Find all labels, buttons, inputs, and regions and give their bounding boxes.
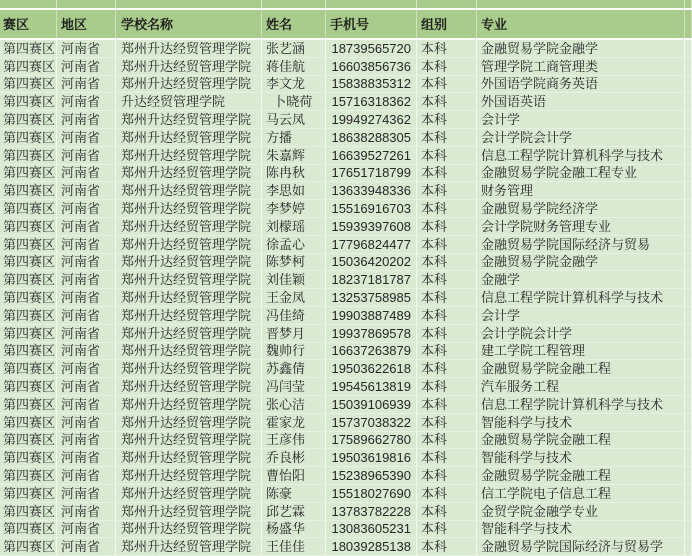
- cell-major[interactable]: 会计学: [477, 111, 685, 129]
- cell-empty[interactable]: [685, 325, 692, 343]
- cell-major[interactable]: 信息工程学院计算机科学与技术: [477, 147, 685, 165]
- cell-phone[interactable]: 15516916703: [326, 200, 417, 218]
- cell-region[interactable]: 河南省: [57, 147, 116, 165]
- cell-group[interactable]: 本科: [417, 111, 477, 129]
- cell-phone[interactable]: 19903887489: [326, 307, 417, 325]
- cell-group[interactable]: 本科: [417, 58, 477, 76]
- cell-region[interactable]: 河南省: [57, 182, 116, 200]
- cell-group[interactable]: 本科: [417, 76, 477, 94]
- cell-group[interactable]: 本科: [417, 503, 477, 521]
- cell-name[interactable]: 刘佳颖: [262, 271, 326, 289]
- table-row: [0, 378, 692, 396]
- cell-zone[interactable]: 第四赛区: [0, 325, 57, 343]
- cell-major[interactable]: 金融贸易学院金融工程专业: [477, 165, 685, 183]
- cell-empty[interactable]: [685, 111, 692, 129]
- cell-zone[interactable]: 第四赛区: [0, 182, 57, 200]
- table-row: [0, 396, 692, 414]
- table-row: [0, 271, 692, 289]
- cell-school[interactable]: 郑州升达经贸管理学院: [116, 432, 262, 450]
- cell-phone[interactable]: 19949274362: [326, 111, 417, 129]
- cell-major[interactable]: 金融学: [477, 271, 685, 289]
- cell-school[interactable]: 郑州升达经贸管理学院: [116, 200, 262, 218]
- cell-region[interactable]: 河南省: [57, 449, 116, 467]
- cell-zone[interactable]: 第四赛区: [0, 93, 57, 111]
- cell-group[interactable]: 本科: [417, 325, 477, 343]
- table-row: [0, 147, 692, 165]
- table-row: [0, 360, 692, 378]
- table-row: [0, 40, 692, 58]
- cell-zone[interactable]: 第四赛区: [0, 521, 57, 539]
- cell-empty[interactable]: [685, 271, 692, 289]
- cell-phone[interactable]: 16639527261: [326, 147, 417, 165]
- cell-region[interactable]: 河南省: [57, 129, 116, 147]
- header-cell-zone[interactable]: 赛区: [0, 10, 57, 38]
- cell-name[interactable]: 卜晓荷: [262, 93, 326, 111]
- cell-school[interactable]: 郑州升达经贸管理学院: [116, 414, 262, 432]
- cell-school[interactable]: 郑州升达经贸管理学院: [116, 378, 262, 396]
- cell-empty[interactable]: [685, 378, 692, 396]
- cell-school[interactable]: 郑州升达经贸管理学院: [116, 521, 262, 539]
- table-row: [0, 414, 692, 432]
- cell-major[interactable]: 金融贸易学院金融工程: [477, 360, 685, 378]
- cell-phone[interactable]: 15238965390: [326, 467, 417, 485]
- cell-phone[interactable]: 18739565720: [326, 40, 417, 58]
- table-row: [0, 111, 692, 129]
- cell-empty[interactable]: [685, 343, 692, 361]
- cell-major[interactable]: 汽车服务工程: [477, 378, 685, 396]
- cell-group[interactable]: 本科: [417, 485, 477, 503]
- table-row: [0, 432, 692, 450]
- cell-phone[interactable]: 16603856736: [326, 58, 417, 76]
- cell-region[interactable]: 河南省: [57, 111, 116, 129]
- cell-phone[interactable]: 17589662780: [326, 432, 417, 450]
- cell-region[interactable]: 河南省: [57, 521, 116, 539]
- cell-empty[interactable]: [685, 467, 692, 485]
- cell-zone[interactable]: 第四赛区: [0, 503, 57, 521]
- cell-school[interactable]: 郑州升达经贸管理学院: [116, 58, 262, 76]
- cell-group[interactable]: 本科: [417, 378, 477, 396]
- cell-group[interactable]: 本科: [417, 40, 477, 58]
- cell-name[interactable]: 张艺涵: [262, 40, 326, 58]
- cell-zone[interactable]: 第四赛区: [0, 76, 57, 94]
- cell-zone[interactable]: 第四赛区: [0, 343, 57, 361]
- cell-phone[interactable]: 15039106939: [326, 396, 417, 414]
- cell-school[interactable]: 郑州升达经贸管理学院: [116, 325, 262, 343]
- table-row: [0, 129, 692, 147]
- cell-region[interactable]: 河南省: [57, 378, 116, 396]
- cell-empty[interactable]: [685, 485, 692, 503]
- cell-empty[interactable]: [685, 76, 692, 94]
- cell-school[interactable]: 郑州升达经贸管理学院: [116, 289, 262, 307]
- cell-school[interactable]: 郑州升达经贸管理学院: [116, 236, 262, 254]
- cell-zone[interactable]: 第四赛区: [0, 360, 57, 378]
- cell-zone[interactable]: 第四赛区: [0, 236, 57, 254]
- cell-zone[interactable]: 第四赛区: [0, 538, 57, 556]
- cell-major[interactable]: 外国语英语: [477, 93, 685, 111]
- cell-major[interactable]: 会计学: [477, 307, 685, 325]
- cell-phone[interactable]: 16637263879: [326, 343, 417, 361]
- cell-major[interactable]: 外国语学院商务英语: [477, 76, 685, 94]
- cell-name[interactable]: 曹怡阳: [262, 467, 326, 485]
- table-body: [0, 40, 692, 556]
- cell-school[interactable]: 郑州升达经贸管理学院: [116, 165, 262, 183]
- cell-zone[interactable]: 第四赛区: [0, 111, 57, 129]
- cell-phone[interactable]: 15737038322: [326, 414, 417, 432]
- cell-name[interactable]: 杨盛华: [262, 521, 326, 539]
- cell-school[interactable]: 郑州升达经贸管理学院: [116, 343, 262, 361]
- cell-phone[interactable]: 15838835312: [326, 76, 417, 94]
- cell-group[interactable]: 本科: [417, 200, 477, 218]
- cell-major[interactable]: 信工学院电子信息工程: [477, 485, 685, 503]
- cell-major[interactable]: 金融贸易学院国际经济与贸易学: [477, 538, 685, 556]
- cell-name[interactable]: 张心洁: [262, 396, 326, 414]
- cell-major[interactable]: 金融贸易学院金融工程: [477, 432, 685, 450]
- cell-empty[interactable]: [685, 432, 692, 450]
- table-row: [0, 307, 692, 325]
- cell-zone[interactable]: 第四赛区: [0, 467, 57, 485]
- cell-region[interactable]: 河南省: [57, 325, 116, 343]
- table-row: [0, 236, 692, 254]
- header-cell-region[interactable]: 地区: [57, 10, 116, 38]
- cell-region[interactable]: 河南省: [57, 236, 116, 254]
- cell-empty[interactable]: [685, 449, 692, 467]
- cell-group[interactable]: 本科: [417, 93, 477, 111]
- cell-region[interactable]: 河南省: [57, 271, 116, 289]
- cell-zone[interactable]: 第四赛区: [0, 432, 57, 450]
- table-row: [0, 449, 692, 467]
- cell-school[interactable]: 郑州升达经贸管理学院: [116, 218, 262, 236]
- cell-name[interactable]: 王金凤: [262, 289, 326, 307]
- cell-empty[interactable]: [685, 289, 692, 307]
- cell-major[interactable]: 管理学院工商管理类: [477, 58, 685, 76]
- cell-name[interactable]: 王彦伟: [262, 432, 326, 450]
- strip-cell: [116, 0, 262, 8]
- cell-region[interactable]: 河南省: [57, 76, 116, 94]
- cell-group[interactable]: 本科: [417, 254, 477, 272]
- cell-phone[interactable]: 17651718799: [326, 165, 417, 183]
- cell-region[interactable]: 河南省: [57, 538, 116, 556]
- cell-zone[interactable]: 第四赛区: [0, 165, 57, 183]
- cell-zone[interactable]: 第四赛区: [0, 218, 57, 236]
- cell-school[interactable]: 郑州升达经贸管理学院: [116, 307, 262, 325]
- cell-name[interactable]: 李梦婷: [262, 200, 326, 218]
- strip-cell: [417, 0, 477, 8]
- cell-phone[interactable]: 19503622618: [326, 360, 417, 378]
- cell-school[interactable]: 郑州升达经贸管理学院: [116, 40, 262, 58]
- cell-region[interactable]: 河南省: [57, 343, 116, 361]
- header-cell-empty[interactable]: [685, 10, 692, 38]
- cell-group[interactable]: 本科: [417, 289, 477, 307]
- cell-zone[interactable]: 第四赛区: [0, 485, 57, 503]
- cell-zone[interactable]: 第四赛区: [0, 307, 57, 325]
- cell-group[interactable]: 本科: [417, 432, 477, 450]
- cell-empty[interactable]: [685, 58, 692, 76]
- strip-cell: [685, 0, 692, 8]
- cell-school[interactable]: 郑州升达经贸管理学院: [116, 467, 262, 485]
- strip-cell: [57, 0, 116, 8]
- cell-school[interactable]: 升达经贸管理学院: [116, 93, 262, 111]
- cell-school[interactable]: 郑州升达经贸管理学院: [116, 503, 262, 521]
- cell-phone[interactable]: 18039285138: [326, 538, 417, 556]
- strip-cell: [477, 0, 685, 8]
- cell-empty[interactable]: [685, 254, 692, 272]
- cell-name[interactable]: 陈豪: [262, 485, 326, 503]
- header-cell-school[interactable]: 学校名称: [116, 10, 262, 38]
- header-row: [0, 10, 692, 40]
- cell-zone[interactable]: 第四赛区: [0, 40, 57, 58]
- cell-phone[interactable]: 13083605231: [326, 521, 417, 539]
- cell-group[interactable]: 本科: [417, 236, 477, 254]
- cell-school[interactable]: 郑州升达经贸管理学院: [116, 360, 262, 378]
- header-cell-major[interactable]: 专业: [477, 10, 685, 38]
- table-row: [0, 289, 692, 307]
- cell-zone[interactable]: 第四赛区: [0, 449, 57, 467]
- cell-phone[interactable]: 13633948336: [326, 182, 417, 200]
- cell-empty[interactable]: [685, 307, 692, 325]
- cell-empty[interactable]: [685, 40, 692, 58]
- strip-cell: [0, 0, 57, 8]
- cell-zone[interactable]: 第四赛区: [0, 396, 57, 414]
- cell-school[interactable]: 郑州升达经贸管理学院: [116, 396, 262, 414]
- cell-empty[interactable]: [685, 236, 692, 254]
- cell-name[interactable]: 晋梦月: [262, 325, 326, 343]
- cell-empty[interactable]: [685, 414, 692, 432]
- cell-school[interactable]: 郑州升达经贸管理学院: [116, 271, 262, 289]
- cell-name[interactable]: 冯佳绮: [262, 307, 326, 325]
- cell-phone[interactable]: 13783782228: [326, 503, 417, 521]
- cell-name[interactable]: 魏帅行: [262, 343, 326, 361]
- header-cell-phone[interactable]: 手机号: [326, 10, 417, 38]
- strip-cell: [262, 0, 326, 8]
- table-row: [0, 58, 692, 76]
- cell-major[interactable]: 金融贸易学院经济学: [477, 200, 685, 218]
- cell-phone[interactable]: 19937869578: [326, 325, 417, 343]
- cell-zone[interactable]: 第四赛区: [0, 200, 57, 218]
- cell-region[interactable]: 河南省: [57, 503, 116, 521]
- cell-group[interactable]: 本科: [417, 343, 477, 361]
- cell-name[interactable]: 李文龙: [262, 76, 326, 94]
- cell-group[interactable]: 本科: [417, 360, 477, 378]
- cell-name[interactable]: 徐孟心: [262, 236, 326, 254]
- header-cell-name[interactable]: 姓名: [262, 10, 326, 38]
- cell-empty[interactable]: [685, 360, 692, 378]
- cell-empty[interactable]: [685, 396, 692, 414]
- cell-name[interactable]: 邱艺霖: [262, 503, 326, 521]
- cell-name[interactable]: 霍家龙: [262, 414, 326, 432]
- cell-phone[interactable]: 13253758985: [326, 289, 417, 307]
- cell-region[interactable]: 河南省: [57, 165, 116, 183]
- cell-name[interactable]: 方播: [262, 129, 326, 147]
- table-row: [0, 254, 692, 272]
- cell-group[interactable]: 本科: [417, 449, 477, 467]
- cell-phone[interactable]: 19503619816: [326, 449, 417, 467]
- cell-region[interactable]: 河南省: [57, 307, 116, 325]
- cell-name[interactable]: 李思如: [262, 182, 326, 200]
- cell-group[interactable]: 本科: [417, 218, 477, 236]
- table-row: [0, 467, 692, 485]
- cell-major[interactable]: 金贸学院金融学专业: [477, 503, 685, 521]
- cell-region[interactable]: 河南省: [57, 93, 116, 111]
- cell-school[interactable]: 郑州升达经贸管理学院: [116, 147, 262, 165]
- cell-region[interactable]: 河南省: [57, 218, 116, 236]
- cell-zone[interactable]: 第四赛区: [0, 271, 57, 289]
- table-row: [0, 182, 692, 200]
- cell-region[interactable]: 河南省: [57, 467, 116, 485]
- header-cell-group[interactable]: 组别: [417, 10, 477, 38]
- cell-name[interactable]: 王佳佳: [262, 538, 326, 556]
- cell-group[interactable]: 本科: [417, 414, 477, 432]
- cell-region[interactable]: 河南省: [57, 58, 116, 76]
- cell-zone[interactable]: 第四赛区: [0, 58, 57, 76]
- table-row: [0, 503, 692, 521]
- cell-empty[interactable]: [685, 521, 692, 539]
- cell-major[interactable]: 财务管理: [477, 182, 685, 200]
- cell-phone[interactable]: 15036420202: [326, 254, 417, 272]
- cell-school[interactable]: 郑州升达经贸管理学院: [116, 254, 262, 272]
- cell-group[interactable]: 本科: [417, 467, 477, 485]
- cell-school[interactable]: 郑州升达经贸管理学院: [116, 182, 262, 200]
- cell-name[interactable]: 陈冉秋: [262, 165, 326, 183]
- cell-major[interactable]: 会计学院会计学: [477, 325, 685, 343]
- cell-empty[interactable]: [685, 147, 692, 165]
- cell-school[interactable]: 郑州升达经贸管理学院: [116, 111, 262, 129]
- cell-group[interactable]: 本科: [417, 307, 477, 325]
- cell-region[interactable]: 河南省: [57, 360, 116, 378]
- cell-region[interactable]: 河南省: [57, 254, 116, 272]
- cell-group[interactable]: 本科: [417, 182, 477, 200]
- table-row: [0, 343, 692, 361]
- cell-major[interactable]: 信息工程学院计算机科学与技术: [477, 396, 685, 414]
- cell-group[interactable]: 本科: [417, 129, 477, 147]
- cell-name[interactable]: 陈梦柯: [262, 254, 326, 272]
- cell-school[interactable]: 郑州升达经贸管理学院: [116, 485, 262, 503]
- cell-name[interactable]: 朱嘉辉: [262, 147, 326, 165]
- cell-empty[interactable]: [685, 129, 692, 147]
- cell-empty[interactable]: [685, 182, 692, 200]
- cell-group[interactable]: 本科: [417, 165, 477, 183]
- table-row: [0, 521, 692, 539]
- table-row: [0, 218, 692, 236]
- cell-region[interactable]: 河南省: [57, 432, 116, 450]
- cell-major[interactable]: 智能科学与技术: [477, 414, 685, 432]
- table-row: [0, 325, 692, 343]
- cell-group[interactable]: 本科: [417, 271, 477, 289]
- cell-group[interactable]: 本科: [417, 396, 477, 414]
- cell-name[interactable]: 刘檬瑶: [262, 218, 326, 236]
- table-row: [0, 485, 692, 503]
- cell-name[interactable]: 冯闫莹: [262, 378, 326, 396]
- cell-major[interactable]: 智能科学与技术: [477, 449, 685, 467]
- cell-empty[interactable]: [685, 165, 692, 183]
- cell-phone[interactable]: 18638288305: [326, 129, 417, 147]
- cell-empty[interactable]: [685, 200, 692, 218]
- cell-zone[interactable]: 第四赛区: [0, 254, 57, 272]
- cell-phone[interactable]: 17796824477: [326, 236, 417, 254]
- cell-phone[interactable]: 18237181787: [326, 271, 417, 289]
- cell-major[interactable]: 会计学院财务管理专业: [477, 218, 685, 236]
- cell-phone[interactable]: 15716318362: [326, 93, 417, 111]
- cell-region[interactable]: 河南省: [57, 289, 116, 307]
- cell-group[interactable]: 本科: [417, 521, 477, 539]
- cell-school[interactable]: 郑州升达经贸管理学院: [116, 538, 262, 556]
- cell-major[interactable]: 金融贸易学院国际经济与贸易: [477, 236, 685, 254]
- cell-major[interactable]: 金融贸易学院金融学: [477, 254, 685, 272]
- cell-phone[interactable]: 15939397608: [326, 218, 417, 236]
- cell-empty[interactable]: [685, 538, 692, 556]
- cell-phone[interactable]: 15518027690: [326, 485, 417, 503]
- cell-name[interactable]: 马云凤: [262, 111, 326, 129]
- table-row: [0, 538, 692, 556]
- cell-zone[interactable]: 第四赛区: [0, 414, 57, 432]
- cell-region[interactable]: 河南省: [57, 414, 116, 432]
- table-row: [0, 76, 692, 94]
- cell-group[interactable]: 本科: [417, 147, 477, 165]
- cell-region[interactable]: 河南省: [57, 200, 116, 218]
- cell-name[interactable]: 蒋佳航: [262, 58, 326, 76]
- cell-group[interactable]: 本科: [417, 538, 477, 556]
- table-row: [0, 165, 692, 183]
- cell-name[interactable]: 乔良彬: [262, 449, 326, 467]
- cell-school[interactable]: 郑州升达经贸管理学院: [116, 76, 262, 94]
- cell-major[interactable]: 金融贸易学院金融工程: [477, 467, 685, 485]
- cell-zone[interactable]: 第四赛区: [0, 147, 57, 165]
- cell-region[interactable]: 河南省: [57, 40, 116, 58]
- cell-region[interactable]: 河南省: [57, 485, 116, 503]
- cell-major[interactable]: 智能科学与技术: [477, 521, 685, 539]
- cell-major[interactable]: 会计学院会计学: [477, 129, 685, 147]
- cell-zone[interactable]: 第四赛区: [0, 129, 57, 147]
- table-row: [0, 200, 692, 218]
- partial-row-above-header: [0, 0, 692, 10]
- cell-empty[interactable]: [685, 503, 692, 521]
- strip-cell: [326, 0, 417, 8]
- cell-major[interactable]: 信息工程学院计算机科学与技术: [477, 289, 685, 307]
- cell-region[interactable]: 河南省: [57, 396, 116, 414]
- cell-zone[interactable]: 第四赛区: [0, 289, 57, 307]
- cell-empty[interactable]: [685, 218, 692, 236]
- cell-major[interactable]: 建工学院工程管理: [477, 343, 685, 361]
- cell-school[interactable]: 郑州升达经贸管理学院: [116, 129, 262, 147]
- table-row: [0, 93, 692, 111]
- cell-phone[interactable]: 19545613819: [326, 378, 417, 396]
- cell-name[interactable]: 苏鑫倩: [262, 360, 326, 378]
- cell-empty[interactable]: [685, 93, 692, 111]
- cell-zone[interactable]: 第四赛区: [0, 378, 57, 396]
- cell-major[interactable]: 金融贸易学院金融学: [477, 40, 685, 58]
- cell-school[interactable]: 郑州升达经贸管理学院: [116, 449, 262, 467]
